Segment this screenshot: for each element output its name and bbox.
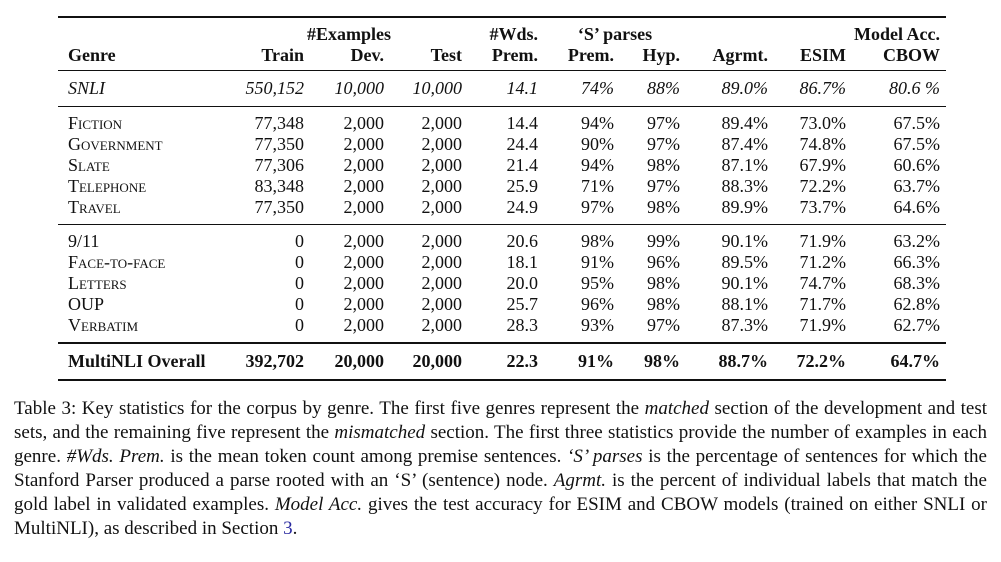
matched-genre-row xyxy=(58,134,946,155)
table-cell: 91% xyxy=(581,252,614,272)
table-cell: 91% xyxy=(544,343,620,380)
col-header-wds-prem: Prem. xyxy=(491,45,538,65)
table-cell: 74.8% xyxy=(799,134,846,154)
table-cell: 2,000 xyxy=(343,273,384,293)
caption-emph-agrmt: Agrmt. xyxy=(553,470,607,491)
table-cell: 2,000 xyxy=(421,134,462,154)
table-caption xyxy=(14,397,987,541)
col-header-parse-prem: Prem. xyxy=(567,45,614,65)
table-cell: 2,000 xyxy=(343,134,384,154)
table-cell: 98% xyxy=(647,155,680,175)
table-cell: 72.2% xyxy=(799,176,846,196)
table-cell: 88% xyxy=(620,71,686,107)
table-cell: 89.4% xyxy=(686,107,774,135)
table-cell: 77,350 xyxy=(254,134,304,154)
table-cell: 0 xyxy=(295,273,304,293)
table-cell: 71.9% xyxy=(799,315,846,335)
mismatched-genre-row xyxy=(58,273,946,294)
caption-text: section. The first three statistics provide the number of examples in each genre. xyxy=(14,422,987,467)
genre-name-cell: 9/11 xyxy=(58,225,234,253)
group-header-model-acc: Model Acc. xyxy=(774,17,946,45)
column-header-row xyxy=(58,45,946,71)
genre-name-cell: OUP xyxy=(68,294,105,314)
matched-genre-row xyxy=(58,197,946,225)
table-cell: 62.8% xyxy=(893,294,940,314)
table-cell: 10,000 xyxy=(310,71,390,107)
table-cell: 88.3% xyxy=(721,176,768,196)
caption-text: section of the development and test sets, and the remaining five represent the xyxy=(14,398,988,443)
table-cell: 99% xyxy=(620,225,686,253)
caption-emph-mismatched: mismatched xyxy=(334,422,426,443)
table-cell: 0 xyxy=(234,225,310,253)
table-cell: 2,000 xyxy=(390,107,468,135)
caption-text: is the percent of individual labels that match the gold label in validated examples. xyxy=(14,470,987,515)
snli-row xyxy=(58,71,946,107)
table-cell: 60.6% xyxy=(893,155,940,175)
table-cell: 2,000 xyxy=(310,107,390,135)
table-cell: 98% xyxy=(647,197,680,217)
table-cell: 96% xyxy=(581,294,614,314)
table-cell: 86.7% xyxy=(774,71,852,107)
table-cell: 95% xyxy=(581,273,614,293)
table-cell: 2,000 xyxy=(343,315,384,335)
col-header-esim: ESIM xyxy=(799,45,846,65)
group-header-wds: #Wds. xyxy=(468,17,544,45)
table-cell: 20.6 xyxy=(468,225,544,253)
col-header-test: Test xyxy=(430,45,462,65)
table-cell: 66.3% xyxy=(893,252,940,272)
table-cell: 14.4 xyxy=(468,107,544,135)
table-cell: 67.9% xyxy=(799,155,846,175)
table-cell: 87.3% xyxy=(721,315,768,335)
table-cell: 64.7% xyxy=(852,343,946,380)
table-cell: 83,348 xyxy=(254,176,304,196)
table-cell: 2,000 xyxy=(421,252,462,272)
table-cell: 67.5% xyxy=(852,107,946,135)
section-reference-link[interactable]: 3 xyxy=(283,518,293,539)
table-cell: SNLI xyxy=(58,71,234,107)
caption-text: Table 3: Key statistics for the corpus by genre. The first five genres represent the xyxy=(14,398,645,419)
table-cell: 25.9 xyxy=(506,176,538,196)
caption-emph-matched: matched xyxy=(644,398,709,419)
table-cell: 2,000 xyxy=(310,225,390,253)
table-cell: 14.1 xyxy=(468,71,544,107)
col-header-cbow: CBOW xyxy=(882,45,940,65)
table-cell: 90% xyxy=(581,134,614,154)
col-header-train: Train xyxy=(261,45,304,65)
caption-text: is the mean token count among premise sentences. xyxy=(164,446,568,467)
table-cell: 0 xyxy=(295,315,304,335)
mismatched-genre-row xyxy=(58,225,946,253)
table-cell: MultiNLI Overall xyxy=(58,343,234,380)
group-header-examples: #Examples xyxy=(310,17,468,45)
table-cell: 73.0% xyxy=(774,107,852,135)
table-cell: 77,306 xyxy=(254,155,304,175)
col-header-agrmt: Agrmt. xyxy=(712,45,768,65)
table-cell: 77,348 xyxy=(234,107,310,135)
table-cell: 2,000 xyxy=(343,176,384,196)
table-cell: 90.1% xyxy=(721,273,768,293)
matched-genre-row xyxy=(58,176,946,197)
table-cell: 74% xyxy=(544,71,620,107)
genre-name-cell: Travel xyxy=(68,197,121,217)
table-cell: 87.1% xyxy=(721,155,768,175)
matched-genre-row xyxy=(58,107,946,135)
caption-emph-model-acc: Model Acc. xyxy=(274,494,363,515)
table-cell: 67.5% xyxy=(893,134,940,154)
table-cell: 24.4 xyxy=(506,134,538,154)
table-cell: 25.7 xyxy=(506,294,538,314)
mismatched-genre-row xyxy=(58,294,946,315)
col-header-genre: Genre xyxy=(68,45,116,65)
table-cell: 71.2% xyxy=(799,252,846,272)
genre-name-cell: Slate xyxy=(68,155,110,175)
table-cell: 2,000 xyxy=(421,294,462,314)
genre-name-cell: Verbatim xyxy=(68,315,139,335)
table-cell: 2,000 xyxy=(421,155,462,175)
table-cell: 22.3 xyxy=(468,343,544,380)
group-header-row xyxy=(58,17,946,45)
table-cell: 62.7% xyxy=(893,315,940,335)
table-cell: 97% xyxy=(647,315,680,335)
table-cell: 71.7% xyxy=(799,294,846,314)
caption-text: gives the test accuracy for ESIM and CBOW models (trained on either SNLI or MultiNLI), as described in Section xyxy=(14,494,987,539)
table-cell: 550,152 xyxy=(234,71,310,107)
table-cell: 73.7% xyxy=(799,197,846,217)
table-cell: 88.7% xyxy=(686,343,774,380)
table-cell: 18.1 xyxy=(506,252,538,272)
table-cell: 24.9 xyxy=(506,197,538,217)
table-cell: 2,000 xyxy=(390,225,468,253)
table-cell: 63.2% xyxy=(852,225,946,253)
table-cell: 21.4 xyxy=(506,155,538,175)
col-header-dev: Dev. xyxy=(350,45,384,65)
table-cell: 71% xyxy=(581,176,614,196)
table-cell: 2,000 xyxy=(343,294,384,314)
table-cell: 98% xyxy=(544,225,620,253)
caption-text: . xyxy=(292,518,298,539)
genre-name-cell: Telephone xyxy=(68,176,147,196)
statistics-table-container xyxy=(58,16,946,381)
table-cell: 71.9% xyxy=(774,225,852,253)
caption-emph-s-parses: ‘S’ parses xyxy=(567,446,643,467)
table-cell: 96% xyxy=(647,252,680,272)
genre-name-cell: Letters xyxy=(68,273,127,293)
genre-name-cell: Face-to-face xyxy=(68,252,166,272)
table-cell: 64.6% xyxy=(893,197,940,217)
table-cell: 89.0% xyxy=(686,71,774,107)
table-cell: 20.0 xyxy=(506,273,538,293)
statistics-table xyxy=(58,16,946,381)
genre-name-cell: Fiction xyxy=(58,107,234,135)
table-cell: 80.6 % xyxy=(852,71,946,107)
table-cell: 28.3 xyxy=(506,315,538,335)
matched-genre-row xyxy=(58,155,946,176)
table-cell: 0 xyxy=(295,294,304,314)
mismatched-genre-row xyxy=(58,315,946,343)
table-cell: 90.1% xyxy=(686,225,774,253)
col-header-parse-hyp: Hyp. xyxy=(642,45,680,65)
table-cell: 68.3% xyxy=(893,273,940,293)
table-cell: 98% xyxy=(647,294,680,314)
table-cell: 72.2% xyxy=(774,343,852,380)
table-cell: 97% xyxy=(647,176,680,196)
group-header-s-parses: ‘S’ parses xyxy=(544,17,686,45)
table-cell: 97% xyxy=(647,134,680,154)
table-cell: 0 xyxy=(295,252,304,272)
overall-row xyxy=(58,343,946,380)
table-cell: 87.4% xyxy=(721,134,768,154)
table-cell: 74.7% xyxy=(799,273,846,293)
table-cell: 2,000 xyxy=(421,176,462,196)
table-cell: 94% xyxy=(544,107,620,135)
table-cell: 2,000 xyxy=(421,273,462,293)
table-cell: 88.1% xyxy=(721,294,768,314)
table-cell: 2,000 xyxy=(343,155,384,175)
caption-emph-wds-prem: #Wds. Prem. xyxy=(66,446,165,467)
table-cell: 20,000 xyxy=(310,343,390,380)
caption-text: is the percentage of sentences for which the Stanford Parser produced a parse rooted with an ‘S’ (sentence) node. xyxy=(14,446,987,491)
table-cell: 392,702 xyxy=(234,343,310,380)
table-cell: 77,350 xyxy=(254,197,304,217)
table-cell: 2,000 xyxy=(421,315,462,335)
table-cell: 98% xyxy=(620,343,686,380)
table-cell: 89.5% xyxy=(721,252,768,272)
mismatched-genre-row xyxy=(58,252,946,273)
table-cell: 2,000 xyxy=(343,197,384,217)
table-cell: 20,000 xyxy=(390,343,468,380)
table-cell: 98% xyxy=(647,273,680,293)
table-cell: 97% xyxy=(620,107,686,135)
table-cell: 89.9% xyxy=(721,197,768,217)
table-cell: 97% xyxy=(581,197,614,217)
genre-name-cell: Government xyxy=(68,134,163,154)
table-cell: 93% xyxy=(581,315,614,335)
table-cell: 2,000 xyxy=(421,197,462,217)
table-cell: 63.7% xyxy=(893,176,940,196)
table-cell: 10,000 xyxy=(390,71,468,107)
table-cell: 2,000 xyxy=(343,252,384,272)
table-cell: 94% xyxy=(581,155,614,175)
